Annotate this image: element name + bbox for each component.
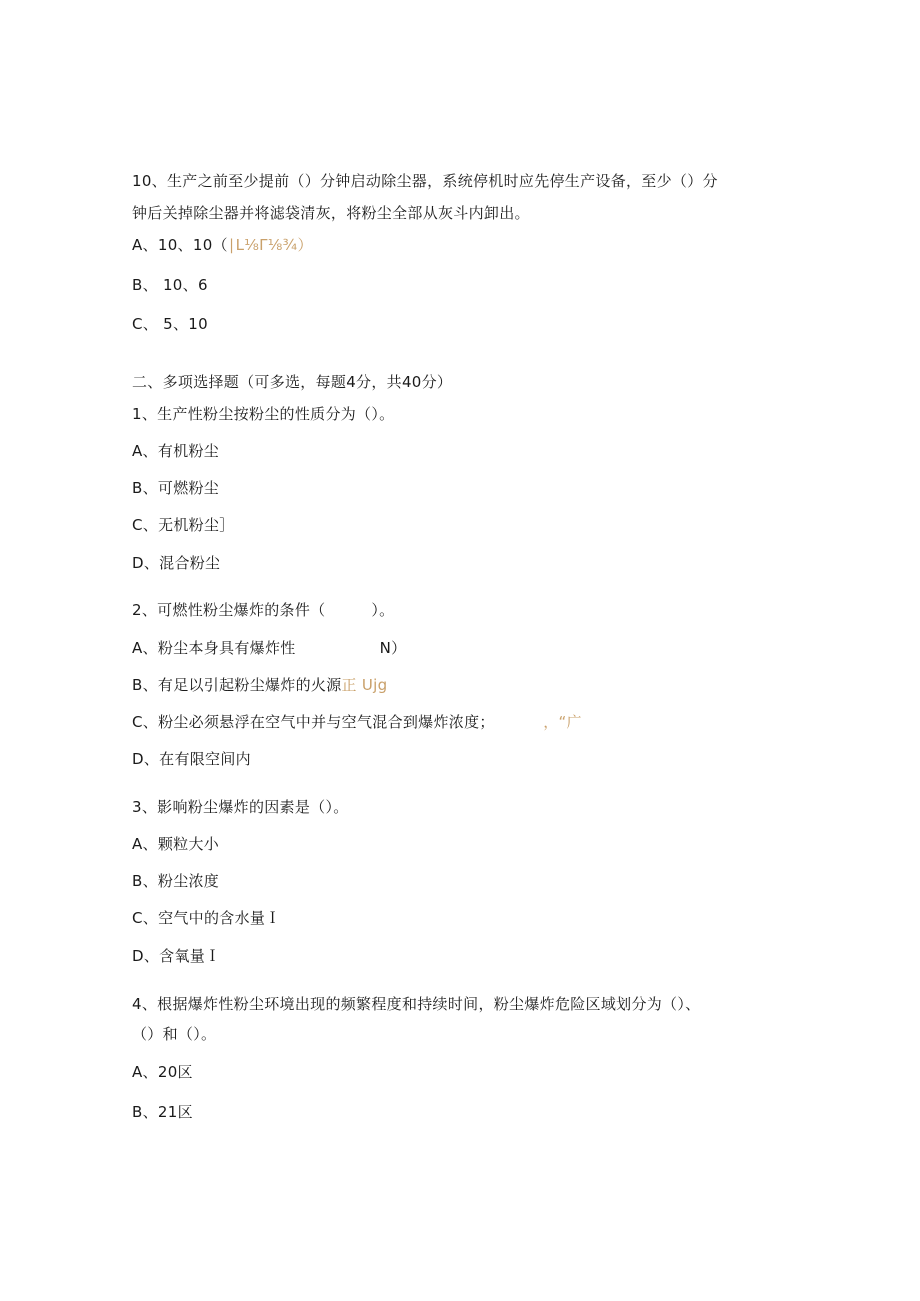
q3-stem: 3、影响粉尘爆炸的因素是（）。: [132, 798, 349, 816]
q2-option-c-annotation: ，“广: [543, 713, 582, 731]
q3-option-a: A、颗粒大小: [132, 835, 220, 853]
q3-option-b: B、粉尘浓度: [132, 872, 220, 890]
q10-option-a: [132, 235, 313, 255]
q2-option-c: [132, 712, 582, 732]
q3-option-c: C、空气中的含水量Ｉ: [132, 909, 281, 927]
q10-stem-line1: 10、生产之前至少提前（）分钟启动除尘器，系统停机时应先停生产设备，至少（）分: [132, 172, 718, 190]
q1-option-c: C、无机粉尘］: [132, 516, 235, 534]
q1-stem: 1、生产性粉尘按粉尘的性质分为（）。: [132, 405, 395, 423]
q10-option-c: C、 5、10: [132, 315, 208, 333]
q10-option-a-annotation: ∣L⅛Γ⅛¾）: [227, 236, 313, 254]
q4-option-a: A、20区: [132, 1063, 193, 1081]
section-heading: 二、多项选择题（可多选，每题4分，共40分）: [132, 373, 453, 391]
q1-option-d: D、混合粉尘: [132, 554, 221, 572]
q10-stem-line2: 钟后关掉除尘器并将滤袋清灰，将粉尘全部从灰斗内卸出。: [132, 204, 530, 222]
q4-option-b: B、21区: [132, 1103, 193, 1121]
q2-option-d: D、在有限空间内: [132, 750, 251, 768]
q4-stem-line1: 4、根据爆炸性粉尘环境出现的频繁程度和持续时间，粉尘爆炸危险区域划分为（）、: [132, 995, 701, 1013]
q2-option-a-text: A、粉尘本身具有爆炸性: [132, 639, 296, 657]
q1-option-b: B、可燃粉尘: [132, 479, 220, 497]
q2-option-b-annotation: 正 Ujg: [341, 676, 388, 694]
q3-option-d: D、含氧量Ｉ: [132, 947, 221, 965]
q2-option-b-text: B、有足以引起粉尘爆炸的火源: [132, 676, 342, 694]
q2-stem: 2、可燃性粉尘爆炸的条件（ ）。: [132, 601, 395, 619]
q2-option-c-text: C、粉尘必须悬浮在空气中并与空气混合到爆炸浓度；: [132, 713, 488, 731]
q1-option-a: A、有机粉尘: [132, 442, 220, 460]
q2-option-a: [132, 638, 406, 658]
q4-stem-line2: （）和（）。: [132, 1025, 217, 1043]
q10-option-a-text: A、10、10（: [132, 236, 228, 254]
q2-option-b: [132, 675, 387, 695]
q10-option-b: B、 10、6: [132, 276, 208, 294]
q2-option-a-annotation: N）: [379, 639, 407, 657]
